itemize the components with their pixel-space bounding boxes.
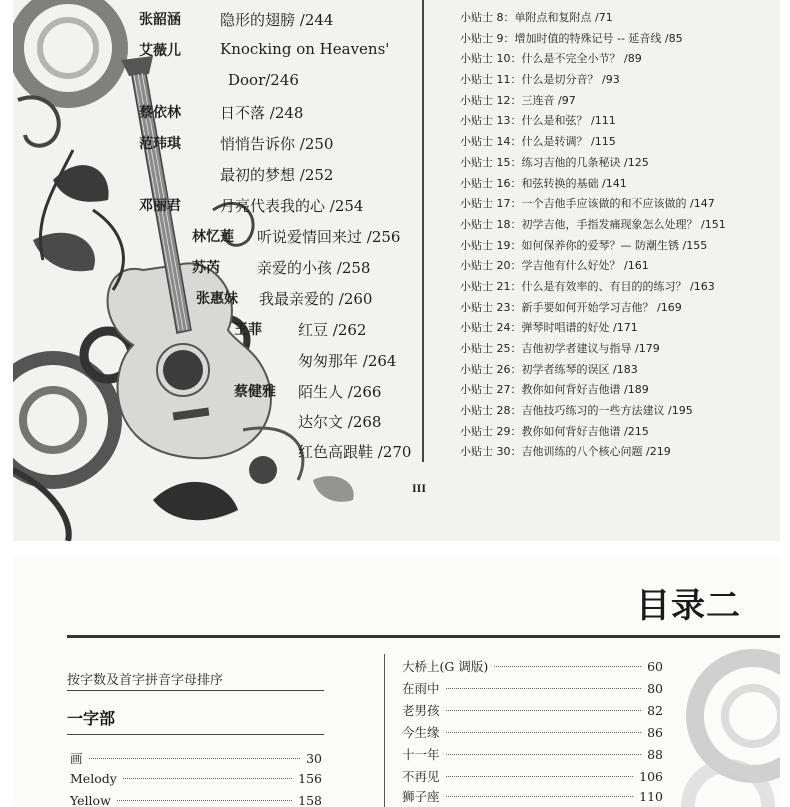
list-item: 小贴士 15：练习吉他的几条秘诀 /125 <box>460 155 649 169</box>
toc-entry <box>402 723 663 743</box>
toc-entry <box>402 745 663 765</box>
bottom-book-page <box>13 556 780 807</box>
song-title: 我最亲爱的 /260 <box>259 290 373 308</box>
song-title: Knocking on Heavens' <box>220 40 390 58</box>
song-title: 匆匆那年 /264 <box>298 352 397 370</box>
list-item: 小贴士 11：什么是切分音？ /93 <box>460 73 620 87</box>
toc-entry-title: 大桥上(G 调版) <box>402 659 489 674</box>
author-name: 王菲 <box>234 322 262 338</box>
song-title: 亲爱的小孩 /258 <box>257 259 371 277</box>
list-item: 小贴士 29：教你如何背好吉他谱 /215 <box>460 424 649 438</box>
list-item: 小贴士 27：教你如何背好吉他谱 /189 <box>460 383 649 397</box>
list-item: 小贴士 14：什么是转调？ /115 <box>460 135 616 149</box>
song-title: 最初的梦想 /252 <box>220 166 334 184</box>
list-item: 小贴士 18：初学吉他，手指发痛现象怎么处理？ /151 <box>460 217 726 231</box>
leader-dots <box>494 666 641 667</box>
song-title: 日不落 /248 <box>220 104 304 122</box>
author-name: 张韶涵 <box>139 12 181 28</box>
toc-entry-title: 画 <box>70 751 83 766</box>
toc-entry-page: 80 <box>647 681 663 696</box>
toc-entry-page: 110 <box>639 789 663 804</box>
toc-entry <box>70 771 322 791</box>
leader-dots <box>446 688 642 689</box>
song-title: 听说爱情回来过 /256 <box>257 228 401 246</box>
song-title: 隐形的翅膀 /244 <box>220 11 334 29</box>
divider <box>67 690 324 691</box>
toc-entry <box>402 701 663 721</box>
toc-entry-page: 158 <box>298 793 322 807</box>
toc-entry-title: 不再见 <box>402 769 440 784</box>
toc-entry <box>402 657 663 677</box>
author-name: 邓丽君 <box>139 198 181 214</box>
author-name: 蔡依林 <box>139 105 181 121</box>
toc-entry-page: 82 <box>647 703 663 718</box>
toc-entry <box>402 767 663 787</box>
toc-entry-title: 今生缘 <box>402 725 440 740</box>
list-item: 小贴士 8：单附点和复附点 /71 <box>460 11 613 24</box>
divider <box>67 734 324 735</box>
song-title: 陌生人 /266 <box>298 383 382 401</box>
author-name: 张惠妹 <box>196 291 238 307</box>
toc-entry-page: 60 <box>647 659 663 674</box>
list-item: 小贴士 20：学吉他有什么好处？ /161 <box>460 259 649 273</box>
toc-entry-title: Yellow <box>70 793 111 807</box>
song-title: 红豆 /262 <box>298 321 367 339</box>
leader-dots <box>446 732 642 733</box>
title-rule <box>67 635 780 638</box>
column-divider <box>384 654 385 807</box>
author-name: 苏芮 <box>192 260 220 276</box>
toc-entry-page: 86 <box>647 725 663 740</box>
leader-dots <box>117 800 292 801</box>
list-item: 小贴士 30：吉他训练的八个核心问题 /219 <box>460 445 671 459</box>
toc-entry-title: 老男孩 <box>402 703 440 718</box>
leader-dots <box>446 776 634 777</box>
list-item: 小贴士 21：什么是有效率的、有目的的练习？ /163 <box>460 279 715 293</box>
song-title: 红色高跟鞋 /270 <box>298 443 412 461</box>
author-name: 范玮琪 <box>139 136 181 152</box>
toc-entry-title: Melody <box>70 771 117 786</box>
toc-entry <box>70 793 322 807</box>
list-item: 小贴士 17：一个吉他手应该做的和不应该做的 /147 <box>460 197 715 211</box>
list-item: 小贴士 25：吉他初学者建议与指导 /179 <box>460 342 660 355</box>
leader-dots <box>89 758 301 759</box>
list-item: 小贴士 19：如何保养你的爱琴？— 防潮生锈 /155 <box>460 238 708 252</box>
song-title: 月亮代表我的心 /254 <box>220 197 364 215</box>
toc-entry-page: 88 <box>647 747 663 762</box>
toc-entry-title: 十一年 <box>402 747 440 762</box>
author-name: 林忆莲 <box>192 229 234 245</box>
song-title: 达尔文 /268 <box>298 413 382 431</box>
list-item: 小贴士 28：吉他技巧练习的一些方法建议 /195 <box>460 404 693 418</box>
sort-note: 按字数及首字拼音字母排序 <box>67 673 224 688</box>
list-item: 小贴士 24：弹琴时唱谱的好处 /171 <box>460 321 638 335</box>
song-title: Door/246 <box>228 71 299 89</box>
page-number: III <box>412 481 427 495</box>
list-item: 小贴士 16：和弦转换的基础 /141 <box>460 176 627 190</box>
leader-dots <box>123 778 292 779</box>
toc-entry-page: 30 <box>306 751 322 766</box>
leader-dots <box>446 710 642 711</box>
section-heading: 一字部 <box>67 709 116 728</box>
song-title: 悄悄告诉你 /250 <box>220 135 334 153</box>
toc-entry <box>402 679 663 699</box>
list-item: 小贴士 10：什么是不完全小节？ /89 <box>460 52 642 66</box>
list-item: 小贴士 9：增加时值的特殊记号 -- 延音线 /85 <box>460 31 683 45</box>
list-item: 小贴士 12：三连音 /97 <box>460 93 576 107</box>
leader-dots <box>446 754 642 755</box>
list-item: 小贴士 13：什么是和弦？ /111 <box>460 114 616 128</box>
toc-entry-page: 106 <box>639 769 663 784</box>
page-title: 目录二 <box>636 586 741 626</box>
toc-entry <box>70 749 322 769</box>
author-name: 蔡健雅 <box>234 384 276 400</box>
toc-entry-title: 狮子座 <box>402 789 440 804</box>
author-name: 艾薇儿 <box>139 43 181 59</box>
leader-dots <box>446 796 634 797</box>
top-book-page <box>13 0 780 541</box>
toc-entry-page: 156 <box>298 771 322 786</box>
tips-list <box>460 8 760 463</box>
list-item: 小贴士 26：初学者练琴的误区 /183 <box>460 362 638 376</box>
toc-entry-title: 在雨中 <box>402 681 440 696</box>
list-item: 小贴士 23：新手要如何开始学习吉他？ /169 <box>460 300 682 314</box>
toc-entry <box>402 787 663 807</box>
column-divider <box>422 0 424 462</box>
page-gap <box>0 541 790 556</box>
